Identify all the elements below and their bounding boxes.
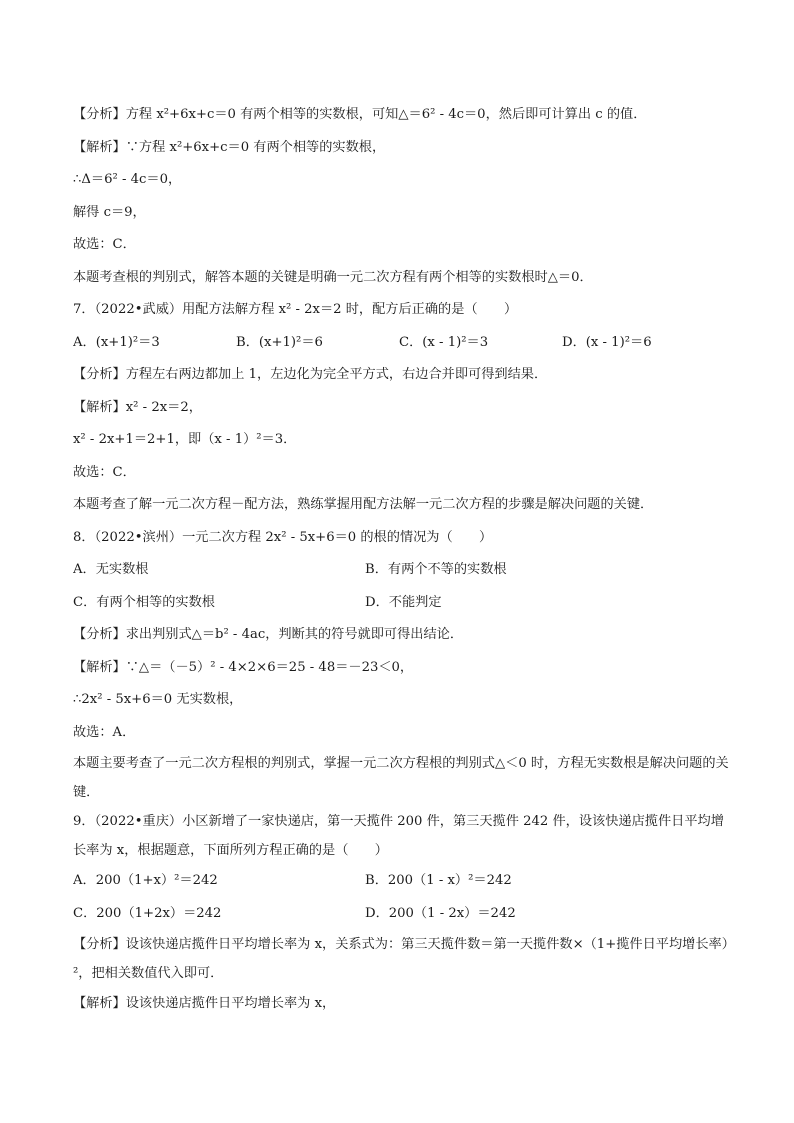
answer-option: B．200（1 - x）²＝242 — [365, 873, 512, 888]
text-line: 【分析】方程左右两边都加上 1，左边化为完全平方式，右边合并即可得到结果． — [73, 367, 548, 382]
text-line: 【解析】设该快递店揽件日平均增长率为 x， — [73, 996, 336, 1011]
answer-option: D．(x - 1)²＝6 — [562, 334, 652, 350]
answer-option: C．200（1+2x）＝242 — [73, 905, 222, 921]
text-line: 【解析】x² - 2x＝2， — [73, 399, 202, 415]
answer-option: A．无实数根 — [73, 562, 149, 577]
text-line: 解得 c＝9， — [73, 204, 146, 220]
text-line: 7．（2022•武威）用配方法解方程 x² - 2x＝2 时，配方后正确的是（ ） — [73, 302, 518, 317]
text-line: 【分析】方程 x²+6x+c＝0 有两个相等的实数根，可知△＝6² - 4c＝0，然后即可计算出 c 的值． — [73, 107, 647, 122]
text-line: 故选：C． — [73, 237, 136, 252]
answer-option: B．(x+1)²＝6 — [236, 334, 323, 350]
answer-options — [73, 587, 730, 620]
text-line: x² - 2x+1＝2+1，即（x - 1）²＝3． — [73, 432, 297, 447]
answer-option: B．有两个不等的实数根 — [365, 562, 507, 577]
text-line: ∴Δ＝6² - 4c＝0， — [73, 172, 182, 187]
answer-options — [73, 554, 730, 587]
answer-options — [73, 865, 730, 898]
text-paragraph: 【分析】设该快递店揽件日平均增长率为 x，关系式为：第三天揽件数＝第一天揽件数×（1+揽件日平均增长率）²，把相关数值代入即可． — [73, 937, 729, 981]
text-line: 本题考查了解一元二次方程－配方法，熟练掌握用配方法解一元二次方程的步骤是解决问题的关键． — [73, 497, 654, 512]
text-paragraph: 本题主要考查了一元二次方程根的判别式，掌握一元二次方程根的判别式△＜0 时，方程无实数根是解决问题的关键． — [73, 756, 729, 800]
answer-option: A．(x+1)²＝3 — [73, 334, 160, 350]
text-line: 故选：A． — [73, 724, 136, 740]
text-line: 【解析】∵△＝（－5）² - 4×2×6＝25 - 48＝－23＜0， — [73, 659, 414, 675]
answer-options — [73, 898, 730, 931]
text-line: ∴2x² - 5x+6＝0 无实数根， — [73, 692, 243, 707]
text-line: 【解析】∵方程 x²+6x+c＝0 有两个相等的实数根， — [73, 139, 386, 155]
answer-option: D．不能判定 — [365, 594, 442, 610]
answer-option: C．有两个相等的实数根 — [73, 594, 215, 610]
answer-option: A．200（1+x）²＝242 — [73, 873, 218, 888]
answer-options — [73, 327, 730, 360]
answer-option: C．(x - 1)²＝3 — [399, 334, 489, 350]
text-line: 故选：C． — [73, 464, 136, 480]
text-paragraph: 9．（2022•重庆）小区新增了一家快递店，第一天揽件 200 件，第三天揽件 242 件，设该快递店揽件日平均增长率为 x，根据题意，下面所列方程正确的是（ ） — [73, 814, 724, 858]
text-line: 8．（2022•滨州）一元二次方程 2x² - 5x+6＝0 的根的情况为（ ） — [73, 529, 493, 545]
answer-option: D．200（1 - 2x）＝242 — [365, 905, 516, 921]
text-line: 本题考查根的判别式，解答本题的关键是明确一元二次方程有两个相等的实数根时△＝0． — [73, 269, 593, 285]
text-line: 【分析】求出判别式△＝b² - 4ac，判断其的符号就即可得出结论． — [73, 627, 464, 642]
